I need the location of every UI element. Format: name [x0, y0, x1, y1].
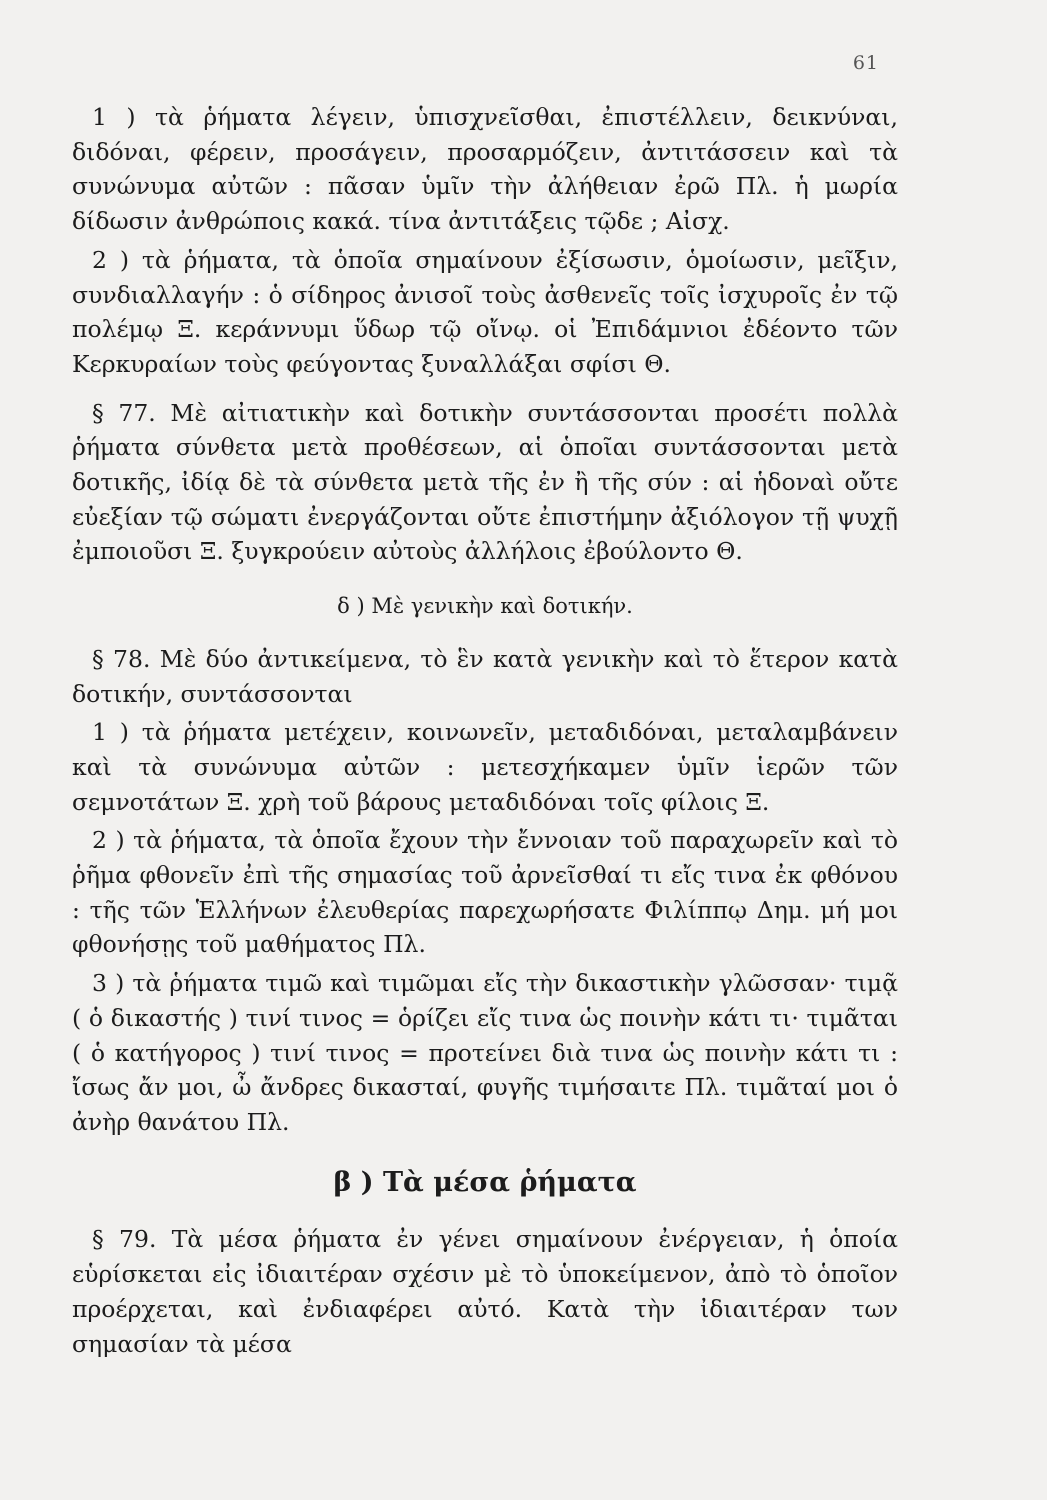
- paragraph-verbs-of-valuing: 3 ) τὰ ῥήματα τιμῶ καὶ τιμῶμαι εἴς τὴν δικαστικὴν γλῶσσαν· τιμᾷ ( ὁ δικαστής ) τινί τινος = ὁρίζει εἴς τινα ὡς ποινὴν κάτι τι· τιμᾶται ( ὁ κατήγορος ) τινί τινος = προτείνει διὰ τινα ὡς ποινὴν κάτι τι : ἴσως ἄν μοι, ὦ ἄνδρες δικασταί, φυγῆς τιμήσαιτε Πλ. τιμᾶταί μοι ὁ ἀνὴρ θανάτου Πλ.: [72, 969, 898, 1136]
- body-text: [72, 100, 898, 1365]
- section-heading-middle-verbs: β ) Τὰ μέσα ῥήματα: [333, 1166, 637, 1198]
- paragraph-verbs-of-yielding: 2 ) τὰ ῥήματα, τὰ ὁποῖα ἔχουν τὴν ἔννοιαν τοῦ παραχωρεῖν καὶ τὸ ῥῆμα φθονεῖν ἐπὶ τῆς σημασίας τοῦ ἀρνεῖσθαί τι εἴς τινα ἐκ φθόνου : τῆς τῶν Ἑλλήνων ἐλευθερίας παρεχωρήσατε Φιλίππῳ Δημ. μή μοι φθονήσῃς τοῦ μαθήματος Πλ.: [72, 826, 898, 959]
- page-number: 61: [852, 52, 879, 74]
- paragraph-verbs-of-sharing: 1 ) τὰ ῥήματα μετέχειν, κοινωνεῖν, μεταδιδόναι, μεταλαμβάνειν καὶ τὰ συνώνυμα αὐτῶν : μετεσχήκαμεν ὑμῖν ἱερῶν τῶν σεμνοτάτων Ξ. χρὴ τοῦ βάρους μεταδιδόναι τοῖς φίλοις Ξ.: [72, 718, 898, 816]
- subheading-genitive-dative: δ ) Μὲ γενικὴν καὶ δοτικήν.: [337, 594, 633, 619]
- paragraph-section-78: § 78. Μὲ δύο ἀντικείμενα, τὸ ἓν κατὰ γενικὴν καὶ τὸ ἕτερον κατὰ δοτικήν, συντάσσονται: [72, 644, 898, 708]
- paragraph-verbs-of-equality: 2 ) τὰ ῥήματα, τὰ ὁποῖα σημαίνουν ἐξίσωσιν, ὁμοίωσιν, μεῖξιν, συνδιαλλαγήν : ὁ σίδηρος ἀνισοῖ τοὺς ἀσθενεῖς τοῖς ἰσχυροῖς ἐν τῷ πολέμῳ Ξ. κεράννυμι ὕδωρ τῷ οἴνῳ. οἱ Ἐπιδάμνιοι ἐδέοντο τῶν Κερκυραίων τοὺς φεύγοντας ξυναλλάξαι σφίσι Θ.: [72, 245, 898, 378]
- paragraph-section-79: § 79. Τὰ μέσα ῥήματα ἐν γένει σημαίνουν ἐνέργειαν, ἡ ὁποία εὑρίσκεται εἰς ἰδιαιτέραν σχέσιν μὲ τὸ ὑποκείμενον, ἀπὸ τὸ ὁποῖον προέρχεται, καὶ ἐνδιαφέρει αὐτό. Κατὰ τὴν ἰδιαιτέραν των σημασίαν τὰ μέσα: [72, 1225, 898, 1358]
- paragraph-verbs-of-saying: 1 ) τὰ ῥήματα λέγειν, ὑπισχνεῖσθαι, ἐπιστέλλειν, δεικνύναι, διδόναι, φέρειν, προσάγειν, προσαρμόζειν, ἀντιτάσσειν καὶ τὰ συνώνυμα αὐτῶν : πᾶσαν ὑμῖν τὴν ἀλήθειαν ἐρῶ Πλ. ἡ μωρία δίδωσιν ἀνθρώποις κακά. τίνα ἀντιτάξεις τῷδε ; Αἰσχ.: [72, 103, 898, 236]
- paragraph-section-77: § 77. Μὲ αἰτιατικὴν καὶ δοτικὴν συντάσσονται προσέτι πολλὰ ῥήματα σύνθετα μετὰ προθέσεων, αἱ ὁποῖαι συντάσσονται μετὰ δοτικῆς, ἰδίᾳ δὲ τὰ σύνθετα μετὰ τῆς ἐν ἢ τῆς σύν : αἱ ἡδοναὶ οὔτε εὐεξίαν τῷ σώματι ἐνεργάζονται οὔτε ἐπιστήμην ἀξιόλογον τῇ ψυχῇ ἐμποιοῦσι Ξ. ξυγκρούειν αὐτοὺς ἀλλήλοις ἐβούλοντο Θ.: [72, 398, 898, 566]
